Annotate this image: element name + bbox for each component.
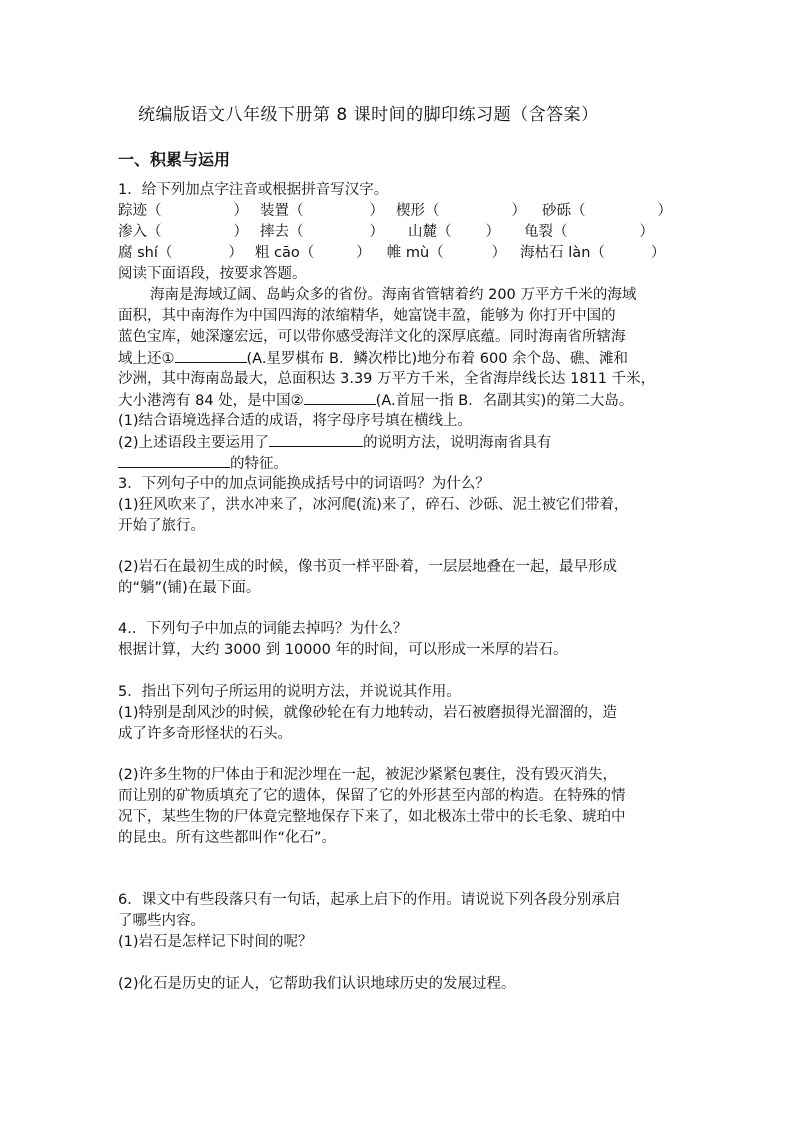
subquestion: (2)化石是历史的证人，它帮助我们认识地球历史的发展过程。 xyxy=(118,976,516,992)
question-3-stem: 3．下列句子中的加点词能换成括号中的词语吗？为什么？ xyxy=(118,476,490,492)
passage-text: 大小港湾有 84 处，是中国② xyxy=(118,393,304,409)
term-close: ） xyxy=(491,245,507,261)
term-label: 山麓（ xyxy=(408,224,452,240)
subquestion: (1)特别是刮风沙的时候，就像砂轮在有力地转动，岩石被磨损得光溜溜的，造 xyxy=(118,705,618,721)
question-6-stem: 了哪些内容。 xyxy=(118,913,205,929)
subquestion xyxy=(118,432,552,453)
term-label: 腐 shí（ xyxy=(118,245,173,261)
term-close: ） xyxy=(511,203,526,219)
question-5-stem: 5．指出下列句子所运用的说明方法，并说说其作用。 xyxy=(118,684,461,700)
passage-text: (A.星罗棋布 B．鳞次栉比)地分布着 600 余个岛、礁、滩和 xyxy=(246,351,629,367)
passage-line xyxy=(118,390,633,411)
passage-text: (A.首屈一指 B．名副其实)的第二大岛。 xyxy=(375,393,634,409)
subquestion: 成了许多奇形怪状的石头。 xyxy=(118,726,292,742)
passage-line xyxy=(118,348,628,369)
term-close: ） xyxy=(485,224,500,240)
question-6-stem: 6．课文中有些段落只有一句话，起承上启下的作用。请说说下列各段分别承启 xyxy=(118,892,621,908)
question-4-stem: 4.．下列句子中加点的词能去掉吗？为什么？ xyxy=(118,621,408,637)
reading-prompt: 阅读下面语段，按要求答题。 xyxy=(118,266,307,282)
subquestion: (1)岩石是怎样记下时间的呢？ xyxy=(118,934,313,950)
subquestion: 根据计算，大约 3000 到 10000 年的时间，可以形成一米厚的岩石。 xyxy=(118,642,568,658)
term-label: 渗入（ xyxy=(118,224,162,240)
term-label: 龟裂（ xyxy=(524,224,568,240)
answer-blank-1[interactable] xyxy=(175,348,247,363)
subquestion-text: (2)上述语段主要运用了 xyxy=(118,435,270,451)
subquestion: 的“躺”(铺)在最下面。 xyxy=(118,580,261,596)
passage-text: 域上还① xyxy=(118,351,175,367)
term-close: ） xyxy=(650,245,666,261)
pinyin-row-2 xyxy=(118,222,654,242)
term-close: ） xyxy=(639,224,654,240)
subquestion: (2)许多生物的尸体由于和泥沙埋在一起，被泥沙紧紧包裹住，没有毁灭消失， xyxy=(118,767,618,783)
term-label: 楔形（ xyxy=(396,203,440,219)
passage-line: 蓝色宝库，她深邃宏远，可以带你感受海洋文化的深厚底蕴。同时海南省所辖海 xyxy=(118,329,626,345)
passage-line: 面积，其中南海作为中国四海的浓缩精华，她富饶丰盈，能够为 你打开中国的 xyxy=(118,308,616,324)
term-label: 装置（ xyxy=(260,203,304,219)
term-close: ） xyxy=(233,224,248,240)
answer-blank-4[interactable] xyxy=(118,453,230,468)
subquestion xyxy=(118,453,288,474)
section-heading: 一、积累与运用 xyxy=(118,150,231,169)
answer-blank-3[interactable] xyxy=(269,432,363,447)
passage-line: 沙洲，其中海南岛最大，总面积达 3.39 万平方千米，全省海岸线长达 1811 千米， xyxy=(118,371,656,387)
term-close: ） xyxy=(356,245,371,261)
subquestion: 而让别的矿物质填充了它的遗体，保留了它的外形甚至内部的构造。在特殊的情 xyxy=(118,788,626,804)
term-label: 摔去（ xyxy=(260,224,304,240)
term-close: ） xyxy=(369,203,384,219)
passage-line: 海南是海域辽阔、岛屿众多的省份。海南省管辖着约 200 万平方千米的海域 xyxy=(150,287,637,303)
term-label: 海枯石 làn（ xyxy=(520,245,605,261)
term-label: 帷 mù（ xyxy=(386,245,444,261)
subquestion: 开始了旅行。 xyxy=(118,518,205,534)
subquestion: (1)狂风吹来了，洪水冲来了，冰河爬(流)来了，碎石、沙砾、泥土被它们带着， xyxy=(118,497,629,513)
question-1-stem: 1．给下列加点字注音或根据拼音写汉字。 xyxy=(118,182,389,198)
term-close: ） xyxy=(233,203,248,219)
subquestion: 的昆虫。所有这些都叫作“化石”。 xyxy=(118,830,337,846)
subquestion: 况下，某些生物的尸体竟完整地保存下来了，如北极冻土带中的长毛象、琥珀中 xyxy=(118,809,626,825)
subquestion: (1)结合语境选择合适的成语，将字母序号填在横线上。 xyxy=(118,413,473,429)
term-label: 粗 cāo（ xyxy=(254,245,315,261)
subquestion-text: 的特征。 xyxy=(230,456,288,472)
pinyin-row-1 xyxy=(118,201,672,221)
term-close: ） xyxy=(228,245,243,261)
term-label: 踪迹（ xyxy=(118,203,162,219)
answer-blank-2[interactable] xyxy=(304,390,376,405)
term-close: ） xyxy=(657,203,672,219)
pinyin-row-3 xyxy=(118,243,665,263)
page-title: 统编版语文八年级下册第 8 课时间的脚印练习题（含答案） xyxy=(138,105,599,125)
subquestion: (2)岩石在最初生成的时候，像书页一样平卧着，一层层地叠在一起，最早形成 xyxy=(118,559,618,575)
subquestion-text: 的说明方法，说明海南省具有 xyxy=(363,435,552,451)
term-label: 砂砾（ xyxy=(542,203,586,219)
term-close: ） xyxy=(369,224,384,240)
